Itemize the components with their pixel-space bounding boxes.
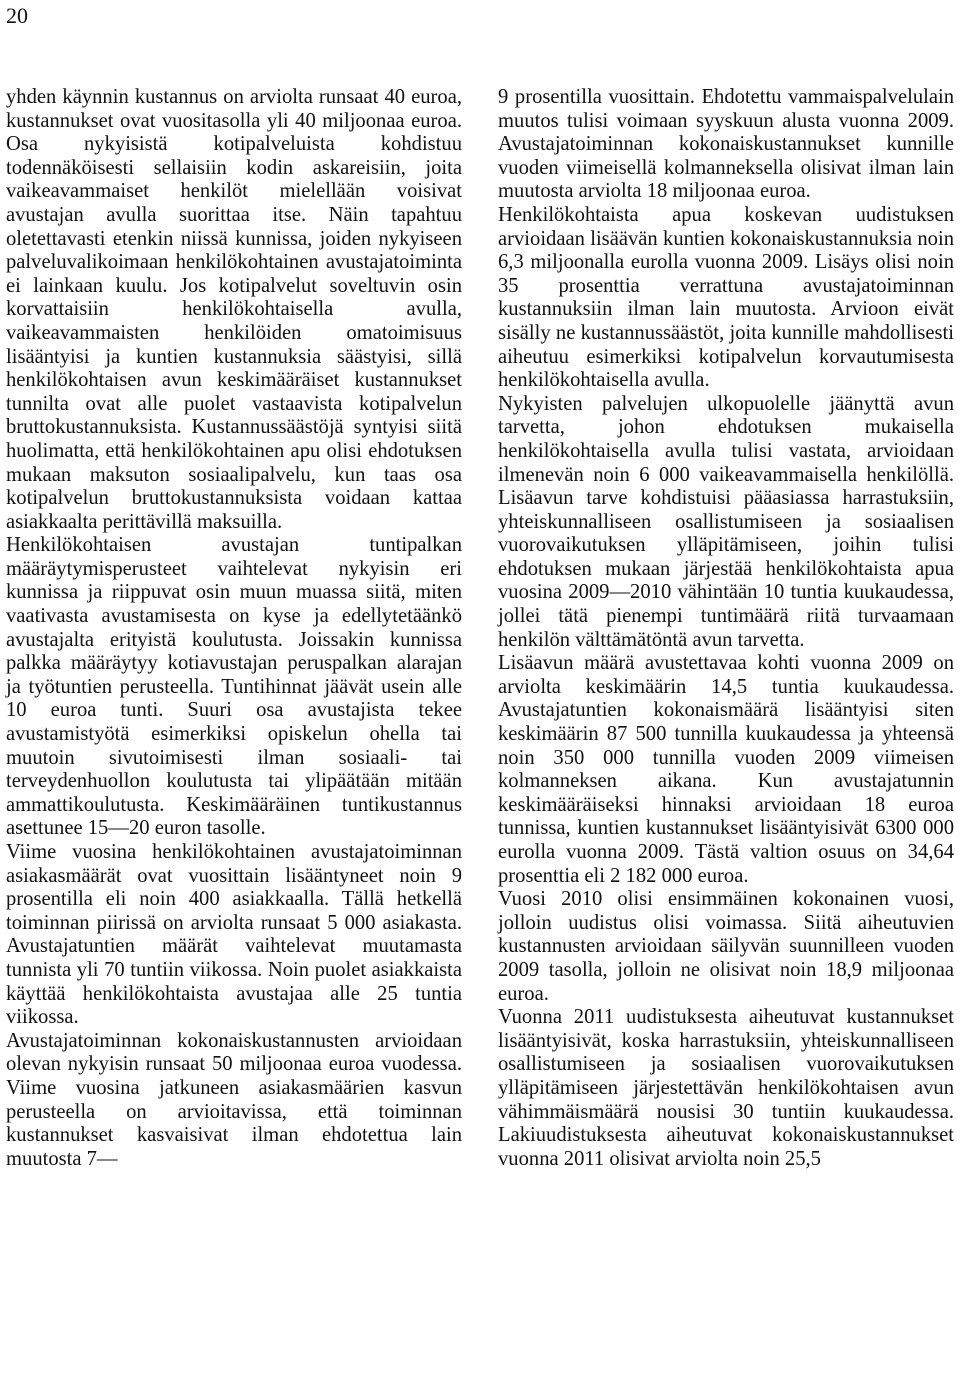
paragraph: Henkilökohtaista apua koskevan uudistuksen arvioidaan lisäävän kuntien kokonaiskustannuksia noin 6,3 miljoonalla eurolla vuonna 2009. Lisäys olisi noin 35 prosenttia verrattuna avustajatoiminnan kustannuksiin ilman lain muutosta. Arvioon eivät sisälly ne kustannussäästöt, joita kunnille mahdollisesti aiheutuu esimerkiksi kotipalvelun korvautumisesta henkilökohtaisella avulla.: [498, 203, 954, 392]
paragraph: Vuonna 2011 uudistuksesta aiheutuvat kustannukset lisääntyisivät, koska harrastuksiin, yhteiskunnalliseen osallistumiseen ja sosiaalisen vuorovaikutuksen ylläpitämiseen järjestettävän henkilökohtaisen avun vähimmäismäärä nousisi 30 tuntiin kuukaudessa. Lakiuudistuksesta aiheutuvat kokonaiskustannukset vuonna 2011 olisivat arviolta noin 25,5: [498, 1006, 954, 1170]
paragraph: Viime vuosina henkilökohtainen avustajatoiminnan asiakasmäärät ovat vuosittain lisääntyneet noin 9 prosentilla eli noin 400 asiakkaalla. Tällä hetkellä toiminnan piirissä on arviolta runsaat 5 000 asiakasta. Avustajatuntien määrät vaihtelevat muutamasta tunnista yli 70 tuntiin viikossa. Noin puolet asiakkaista käyttää henkilökohtaista avustajaa alle 25 tuntia viikossa.: [6, 841, 462, 1029]
paragraph: Vuosi 2010 olisi ensimmäinen kokonainen vuosi, jolloin uudistus olisi voimassa. Siitä aiheutuvien kustannusten arvioidaan säilyvän suunnilleen vuoden 2009 tasolla, jolloin ne olisivat noin 18,9 miljoonaa euroa.: [498, 888, 954, 1005]
paragraph: Lisäavun määrä avustettavaa kohti vuonna 2009 on arviolta keskimäärin 14,5 tuntia kuukaudessa. Avustajatuntien kokonaismäärä lisääntyisi siten keskimäärin 87 500 tunnilla kuukaudessa ja yhteensä noin 350 000 tunnilla vuoden 2009 viimeisen kolmanneksen aikana. Kun avustajatunnin keskimääräiseksi hinnaksi arvioidaan 18 euroa tunnissa, kuntien kustannukset lisääntyisivät 6300 000 eurolla vuonna 2009. Tästä valtion osuus on 34,64 prosenttia eli 2 182 000 euroa.: [498, 652, 954, 887]
paragraph: yhden käynnin kustannus on arviolta runsaat 40 euroa, kustannukset ovat vuositasolla yli 40 miljoonaa euroa. Osa nykyisistä kotipalveluista kohdistuu todennäköisesti sellaisiin kodin askareisiin, joita vaikeavammaiset henkilöt mielellään voisivat avustajan avulla suorittaa itse. Näin tapahtuu oletettavasti etenkin niissä kunnissa, joiden nykyiseen palveluvalikoimaan henkilökohtainen avustajatoiminta ei lainkaan kuulu. Jos kotipalvelut soveltuvin osin korvattaisiin henkilökohtaisella avulla, vaikeavammaisten henkilöiden omatoimisuus lisääntyisi ja kuntien kustannuksia säästyisi, sillä henkilökohtaisen avun keskimääräiset kustannukset tunnilta ovat alle puolet vastaavista kotipalvelun bruttokustannuksista. Kustannussäästöjä syntyisi siitä huolimatta, että henkilökohtainen apu olisi ehdotuksen mukaan maksuton sosiaalipalvelu, kun taas osa kotipalvelun bruttokustannuksista voidaan kattaa asiakkaalta perittävillä maksuilla.: [6, 86, 462, 533]
paragraph: Henkilökohtaisen avustajan tuntipalkan määräytymisperusteet vaihtelevat nykyisin eri kunnissa ja riippuvat osin muun muassa siitä, miten vaativasta avustamisesta on kyse ja edellytetäänkö avustajalta erityistä koulutusta. Joissakin kunnissa palkka määräytyy kotiavustajan peruspalkan alarajan ja työtuntien perusteella. Tuntihinnat jäävät usein alle 10 euroa tunti. Suuri osa avustajista tekee avustamistyötä esimerkiksi opiskelun ohella tai muutoin sivutoimisesti ilman sosiaali- tai terveydenhuollon koulutusta tai ylipäätään mitään ammattikoulutusta. Keskimääräinen tuntikustannus asettunee 15—20 euron tasolle.: [6, 534, 462, 840]
left-column: [6, 86, 462, 1171]
paragraph: 9 prosentilla vuosittain. Ehdotettu vammaispalvelulain muutos tulisi voimaan syyskuun alusta vuonna 2009. Avustajatoiminnan kokonaiskustannukset kunnille vuoden viimeisellä kolmanneksella olisivat ilman lain muutosta arviolta 18 miljoonaa euroa.: [498, 86, 954, 203]
right-column: [498, 86, 954, 1171]
paragraph: Nykyisten palvelujen ulkopuolelle jäänyttä avun tarvetta, johon ehdotuksen mukaisella henkilökohtaisella avulla tulisi vastata, arvioidaan ilmenevän noin 6 000 vaikeavammaisella henkilöllä. Lisäavun tarve kohdistuisi pääasiassa harrastuksiin, yhteiskunnalliseen osallistumiseen ja sosiaalisen vuorovaikutuksen ylläpitämiseen, joihin tulisi ehdotuksen mukaan järjestää henkilökohtaista apua vuosina 2009—2010 vähintään 10 tuntia kuukaudessa, jollei tätä pienempi tuntimäärä riitä turvaamaan henkilön välttämätöntä avun tarvetta.: [498, 392, 954, 651]
paragraph: Avustajatoiminnan kokonaiskustannusten arvioidaan olevan nykyisin runsaat 50 miljoonaa euroa vuodessa. Viime vuosina jatkuneen asiakasmäärien kasvun perusteella on arvioitavissa, että toiminnan kustannukset kasvaisivat ilman ehdotettua lain muutosta 7—: [6, 1029, 462, 1170]
page-number: 20: [6, 3, 28, 28]
